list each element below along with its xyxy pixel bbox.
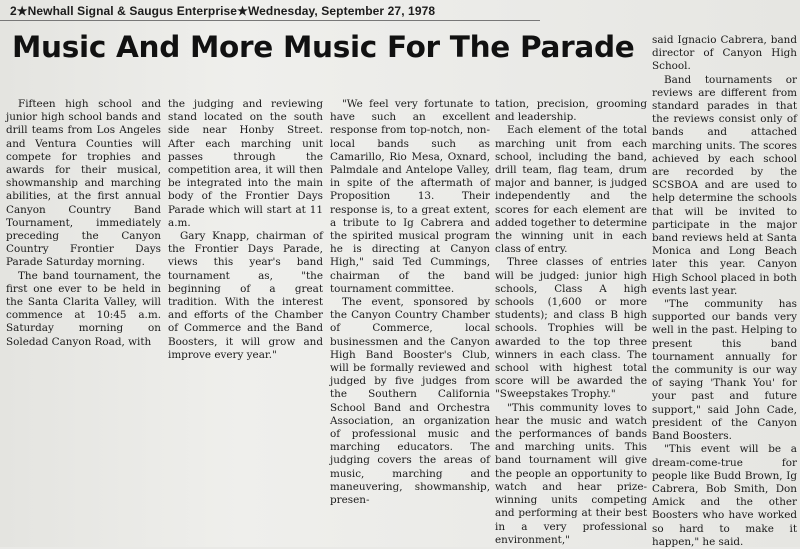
masthead-rule: [0, 20, 540, 21]
paragraph: the judging and reviewing stand located on the south side near Honby Street. After each marching unit passes through the competition area, it will then be integrated into the main body of the Frontier Days Parade which will start at 11 a.m.: [168, 98, 323, 229]
paragraph: tation, precision, grooming and leadership.: [495, 98, 647, 124]
masthead: 2★Newhall Signal & Saugus Enterprise★Wednesday, September 27, 1978: [10, 4, 436, 18]
paragraph: The band tournament, the first one ever to be held in the Santa Clarita Valley, will commence at 10:45 a.m. Saturday morning on Soledad Canyon Road, with: [6, 269, 161, 348]
paragraph: "We feel very fortunate to have such an excellent response from top-notch, non-local bands such as Camarillo, Rio Mesa, Oxnard, Palmdale and Antelope Valley, in spite of the aftermath of Proposition 13. Their response is, to a great extent, a tribute to Ig Cabrera and the spirited musical program he is directing at Canyon High," said Ted Cummings, chairman of the band tournament committee.: [330, 98, 490, 295]
column-2: [168, 98, 323, 362]
paragraph: Each element of the total marching unit from each school, including the band, drill team, flag team, drum major and banner, is judged independently and the scores for each element are added together to determine the winning unit in each class of entry.: [495, 124, 647, 256]
column-4: [495, 98, 647, 547]
paragraph: Three classes of entries will be judged: junior high schools, Class A high schools (1,600 or more students); and class B high schools. Trophies will be awarded to the top three winners in each class. The school with highest total score will be awarded the "Sweepstakes Trophy.": [495, 256, 647, 401]
column-3: [330, 98, 490, 507]
paragraph: Gary Knapp, chairman of the Frontier Days Parade, views this year's band tournament as, "the beginning of a great tradition. With the interest and efforts of the Chamber of Commerce and the Band Boosters, it will grow and improve every year.": [168, 230, 323, 361]
paragraph: "The community has supported our bands very well in the past. Helping to present this band tournament annually for the community is our way of saying 'Thank You' for your past and future support," said John Cade, president of the Canyon Band Boosters.: [652, 298, 797, 443]
paragraph: Band tournaments or reviews are different from standard parades in that the reviews consist only of bands and attached marching units. The scores achieved by each school are recorded by the SCSBOA and are used to help determine the schools that will be invited to participate in the major band reviews held at Santa Monica and Long Beach later this year. Canyon High School placed in both events last year.: [652, 73, 797, 297]
paragraph: Fifteen high school and junior high school bands and drill teams from Los Angeles and Ventura Counties will compete for trophies and awards for their musical, showmanship and marching abilities, at the first annual Canyon Country Band Tournament, immediately preceding the Canyon Country Frontier Days Parade Saturday morning.: [6, 98, 161, 269]
paragraph: "This event will be a dream-come-true for people like Budd Brown, Ig Cabrera, Bob Smith, Don Amick and the other Boosters who have worked so hard to make it happen," he said.: [652, 443, 797, 548]
paragraph: "This community loves to hear the music and watch the performances of bands and marching units. This band tournament will give the people an opportunity to watch and hear prize-winning units competing and performing at their best in a very professional environment,": [495, 401, 647, 546]
headline: Music And More Music For The Parade: [12, 30, 635, 64]
column-5: [652, 34, 797, 549]
column-1: [6, 98, 161, 349]
paragraph: said Ignacio Cabrera, band director of Canyon High School.: [652, 34, 797, 73]
paragraph: The event, sponsored by the Canyon Country Chamber of Commerce, local businessmen and the Canyon High Band Booster's Club, will be formally reviewed and judged by five judges from the Southern California School Band and Orchestra Association, an organization of professional music and marching educators. The judging covers the areas of music, marching and maneuvering, showmanship, presen-: [330, 296, 490, 507]
